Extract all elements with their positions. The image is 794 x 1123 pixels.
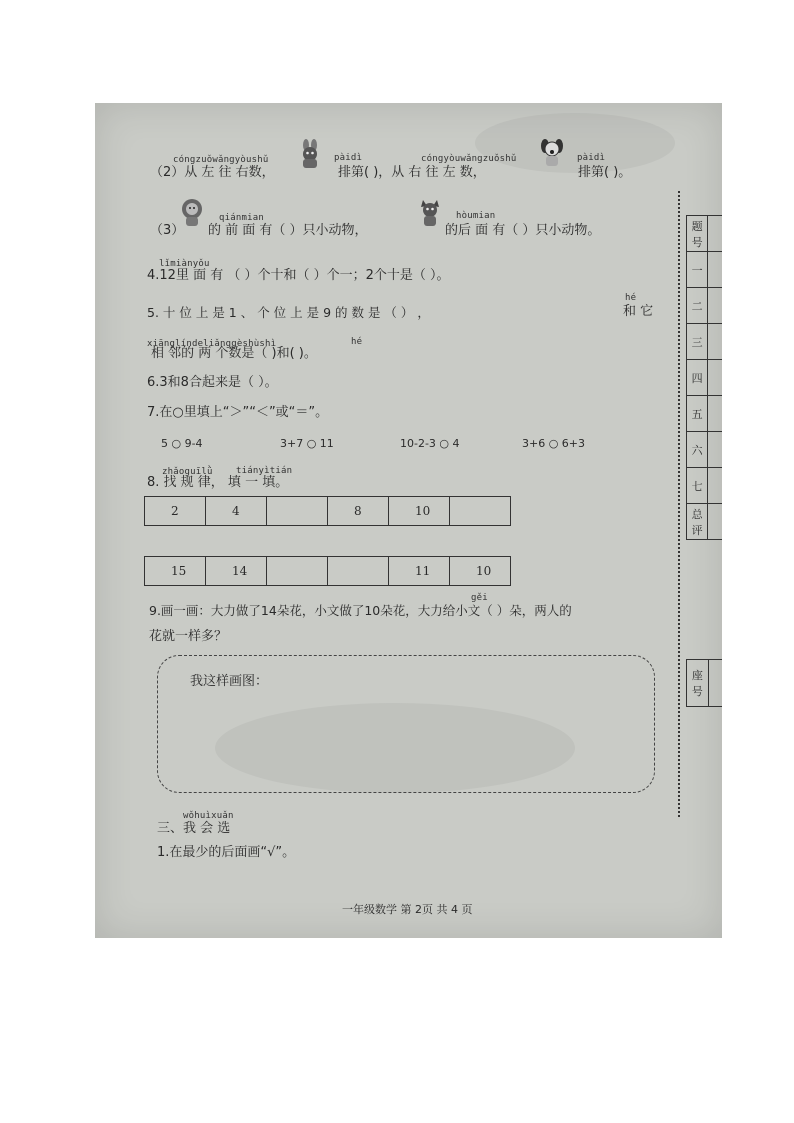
compare-item: 10-2-3 ○ 4 [400,437,460,450]
binding-dotted-line [678,191,680,817]
pinyin-annotation: hòumian [456,211,496,221]
question-5-tail: 和 它 [623,304,654,319]
pattern-cell: 15 [145,557,206,586]
score-table-row: 三 [687,324,708,360]
score-table-total: 总评 [687,504,708,540]
pattern-cell-blank[interactable] [450,497,511,526]
question-5-line-1: 5. 十 位 上 是 1 、 个 位 上 是 9 的 数 是 （ ） ， [147,305,430,320]
pattern-cell-blank[interactable] [267,497,328,526]
pattern-cell: 10 [450,557,511,586]
page-footer: 一年级数学 第 2页 共 4 页 [342,903,473,916]
bleed-through-shadow [475,113,675,173]
pinyin-annotation: pàidì [334,153,363,163]
score-table-row: 五 [687,396,708,432]
pinyin-annotation: lǐmiànyǒu [159,259,210,269]
compare-item: 5 ○ 9-4 [161,437,203,450]
pattern-cell: 2 [145,497,206,526]
dog-icon [539,137,565,167]
question-2-part-1: （2）从 左 往 右数， [150,165,275,180]
question-9-line-2: 花就一样多？ [149,629,228,644]
section-3-title: 三、我 会 选 [157,821,231,836]
pattern-cell: 11 [389,557,450,586]
pattern-row-2 [144,556,511,586]
exam-page-photo [95,103,722,938]
question-8: 8. 找 规 律， 填 一 填。 [147,475,289,490]
pattern-cell: 4 [206,497,267,526]
score-table [686,215,722,540]
pattern-cell: 14 [206,557,267,586]
lion-icon [179,197,205,227]
pinyin-annotation: pàidì [577,153,606,163]
score-table-row: 一 [687,252,708,288]
question-4: 4.12里 面 有 （ ）个十和（ ）个一；2个十是（ ）。 [147,268,450,283]
question-3-part-2: 的后 面 有（ ）只小动物。 [445,223,601,238]
score-table-header: 题号 [687,216,708,252]
pattern-cell-blank[interactable] [267,557,328,586]
question-2-part-3: 排第( )。 [578,165,632,180]
rabbit-icon [297,139,323,169]
pinyin-annotation: zhǎoguīlǜ [162,467,213,477]
score-table-row: 二 [687,288,708,324]
seat-number-box [686,659,722,707]
question-2-part-2: 排第( )，从 右 往 左 数， [338,165,486,180]
pinyin-annotation: cóngyòuwǎngzuǒshǔ [421,154,517,164]
pinyin-annotation: hé [625,293,637,303]
pinyin-annotation: xiānglíndeliǎnggèshùshì [147,339,277,349]
drawing-area-label: 我这样画图： [190,674,269,689]
pinyin-annotation: tiányìtián [236,466,293,476]
question-9-line-1: 9.画一画：大力做了14朵花，小文做了10朵花，大力给小文（ ）朵，两人的 [149,603,572,618]
pinyin-annotation: cóngzuǒwǎngyòushǔ [173,155,269,165]
compare-item: 3+6 ○ 6+3 [522,437,586,450]
score-table-row: 四 [687,360,708,396]
question-3-label: （3） [150,223,185,238]
pinyin-annotation: wǒhuìxuǎn [183,811,234,821]
drawing-area[interactable] [157,655,655,793]
section-3-question-1: 1.在最少的后面画“√”。 [157,845,296,860]
pattern-cell: 8 [328,497,389,526]
pattern-row-1 [144,496,511,526]
seat-number-label: 座号 [687,660,709,707]
pinyin-annotation: qiánmian [219,213,264,223]
question-6: 6.3和8合起来是（ ）。 [147,375,278,390]
pattern-cell: 10 [389,497,450,526]
question-5-line-2: 相 邻的 两 个数是（ )和( )。 [151,346,317,361]
compare-item: 3+7 ○ 11 [280,437,334,450]
pattern-cell-blank[interactable] [328,557,389,586]
question-7: 7.在○里填上“＞”“＜”或“＝”。 [147,405,329,420]
score-table-row: 六 [687,432,708,468]
score-table-row: 七 [687,468,708,504]
question-3-part-1: 的 前 面 有（ ）只小动物， [208,223,368,238]
pinyin-annotation: gěi [471,593,488,603]
cat-icon [417,197,443,227]
pinyin-annotation: hé [351,337,363,347]
